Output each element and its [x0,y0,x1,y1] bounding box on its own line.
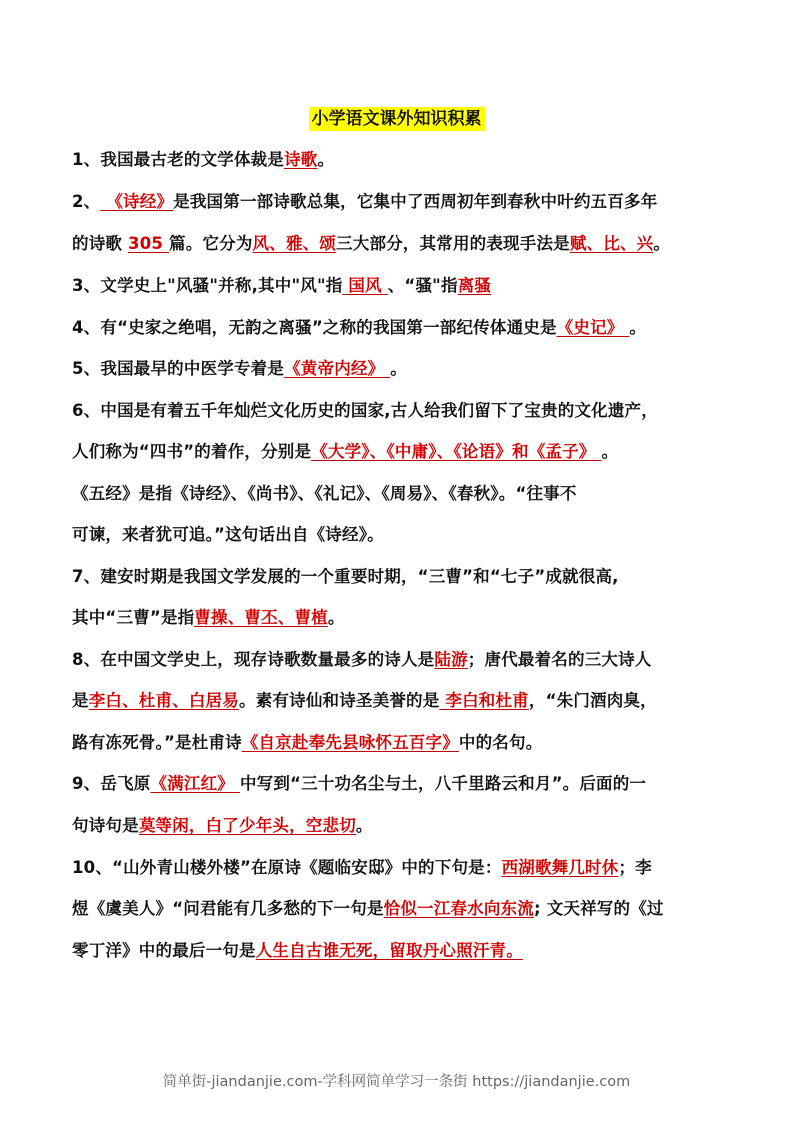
answer-text: 人生自古谁无死，留取丹心照汗青。 [255,941,523,960]
question-text: 5、我国最早的中医学专着是 [72,359,285,378]
question-text: 是我国第一部诗歌总集，它集中了西周初年到春秋中叶约五百多年 [173,192,658,211]
question-text: 8、在中国文学史上，现存诗歌数量最多的诗人是 [72,650,435,669]
question-text: 1、我国最古老的文学体裁是 [72,150,285,169]
question-text: 2、 [72,192,101,211]
question-text: 可谏，来者犹可追。”这句话出自《诗经》。 [72,525,384,544]
answer-text: 诗歌 [284,150,318,169]
question-text: 。 [355,816,373,835]
text-line [72,937,523,961]
answer-text: 《史记》 [556,318,630,337]
question-text: 中写到“三十功名尘与土，八千里路云和月”。后面的一 [239,774,647,793]
text-line [72,146,334,170]
answer-text: 李白和杜甫 [439,691,529,710]
answer-text: 风、雅、颂 [252,234,337,253]
text-line [72,854,652,878]
question-text: ，“朱门酒肉臭， [528,691,657,710]
page-footer: 简单街-jiandanjie.com-学科网简单学习一条街 https://jiandanjie.com [162,1074,631,1090]
question-text: ; 文天祥写的《过 [533,899,664,918]
text-line [72,188,657,212]
answer-text: 曹操、曹丕、曹植 [194,608,328,627]
text-line [72,895,664,919]
question-text: 其中“三曹”是指 [72,608,195,627]
document-title [0,104,793,129]
text-line [72,438,618,462]
question-text: 。素有诗仙和诗圣美誉的是 [239,691,440,710]
question-text: 、“骚"指 [387,276,458,295]
answer-text: 离骚 [457,276,492,295]
question-text: 。 [317,150,335,169]
text-line [72,604,345,628]
answer-text: 莫等闲，白了少年头，空悲切 [138,816,356,835]
question-text: 的诗歌 [72,234,129,253]
question-text: 煜《虞美人》“问君能有几多愁的下一句是 [72,899,384,918]
text-line [72,729,542,753]
text-line [72,563,619,587]
answer-text: 陆游 [434,650,468,669]
text-line [72,480,577,504]
answer-text: 《满江红》 [150,774,240,793]
question-text: 7、建安时期是我国文学发展的一个重要时期，“三曹”和“七子”成就很高, [72,567,619,586]
answer-text: 《诗经》 [100,192,174,211]
question-text: 。 [327,608,345,627]
question-text: 《五经》是指《诗经》、《尚书》、《礼记》、《周易》、《春秋》。“往事不 [72,484,577,503]
text-line [72,521,384,545]
question-text: 4、有“史家之绝唱，无韵之离骚”之称的我国第一部纪传体通史是 [72,318,557,337]
question-text: 三大部分，其常用的表现手法是 [336,234,570,253]
question-text: 10、“山外青山楼外楼”在原诗《题临安邸》中的下句是： [72,858,502,877]
text-line [72,812,373,836]
answer-text: 国风 [342,276,388,295]
question-text: 零丁洋》中的最后一句是 [72,941,256,960]
question-text: ；唐代最着名的三大诗人 [467,650,652,669]
text-line [72,314,646,338]
answer-text: 赋、比、兴 [569,234,654,253]
answer-text: 《黄帝内经》 [284,359,391,378]
text-line [72,770,646,794]
answer-text: 《大学》、《中庸》、《论语》和《孟子》 [311,442,602,461]
question-text: 人们称为“四书”的着作，分别是 [72,442,312,461]
text-line [72,646,652,670]
question-text: 路有冻死骨。”是杜甫诗 [72,733,242,752]
answer-text: 305 [128,234,170,253]
answer-text: 《自京赴奉先县咏怀五百字》 [241,733,459,752]
question-text: 。 [653,234,671,253]
text-line [72,397,658,421]
question-text: 是 [72,691,89,710]
question-text: 中的名句。 [458,733,543,752]
question-text: 。 [390,359,407,378]
answer-text: 恰似一江春水向东流 [383,899,534,918]
question-text: ；李 [618,858,652,877]
answer-text: 李白、杜甫、白居易 [88,691,240,710]
title-text: 小学语文课外知识积累 [309,107,485,131]
text-line [72,355,407,379]
question-text: 。 [601,442,619,461]
answer-text: 西湖歌舞几时休 [501,858,619,877]
question-text: 句诗句是 [72,816,139,835]
question-text: 9、岳飞原 [72,774,151,793]
text-line [72,272,491,296]
question-text: 篇。它分为 [169,234,253,253]
question-text: 6、中国是有着五千年灿烂文化历史的国家,古人给我们留下了宝贵的文化遗产， [72,401,658,420]
text-line [72,230,670,254]
question-text: 3、文学史上"风骚"并称,其中"风"指 [72,276,343,295]
question-text: 。 [629,318,647,337]
text-line [72,687,657,711]
